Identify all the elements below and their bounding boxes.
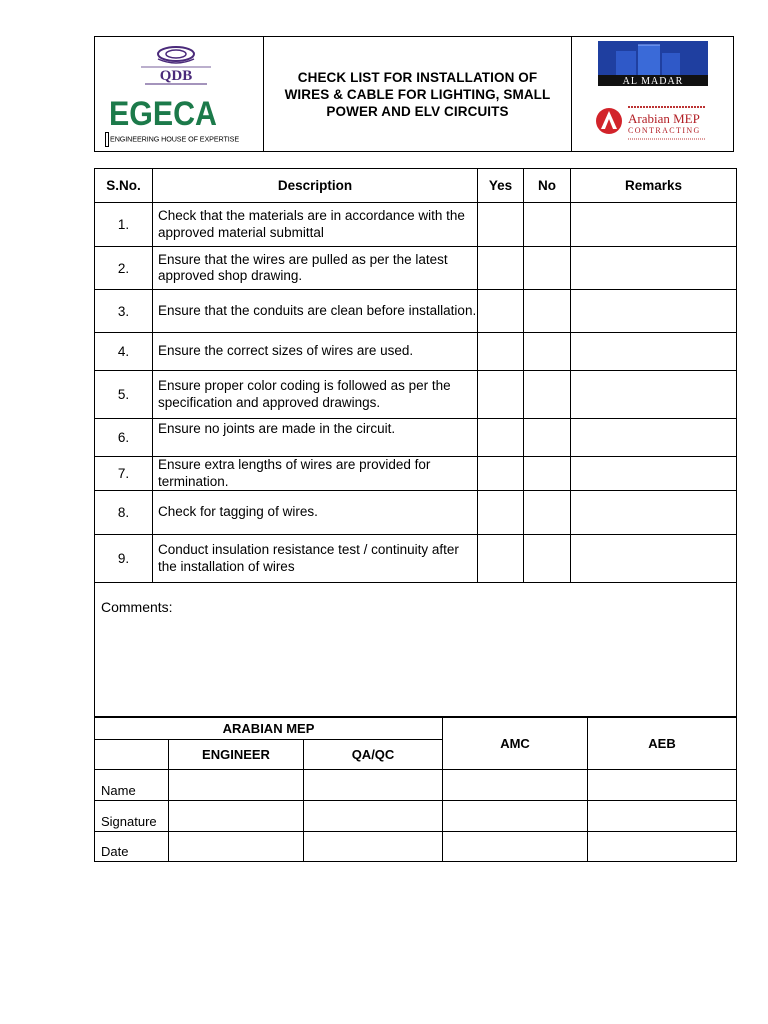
egeca-tagline: ENGINEERING HOUSE OF EXPERTISE — [105, 132, 239, 147]
engineer-signature-cell[interactable] — [169, 801, 304, 832]
row-label-signature: Signature — [95, 801, 169, 832]
yes-cell[interactable] — [478, 247, 524, 290]
blank-corner-cell — [95, 740, 169, 770]
item-number: 1. — [95, 203, 153, 247]
qaqc-signature-cell[interactable] — [304, 801, 443, 832]
item-description: Check for tagging of wires. — [153, 491, 478, 535]
remarks-cell[interactable] — [571, 457, 737, 491]
comments-box[interactable] — [95, 583, 737, 718]
qaqc-date-cell[interactable] — [304, 832, 443, 862]
amc-header: AMC — [443, 717, 588, 770]
checklist-header-row — [95, 169, 737, 203]
yes-cell[interactable] — [478, 203, 524, 247]
item-description: Ensure that the wires are pulled as per the latest approved shop drawing. — [153, 247, 478, 290]
qdb-logo — [123, 45, 229, 89]
yes-cell[interactable] — [478, 371, 524, 419]
svg-text:AL MADAR: AL MADAR — [622, 76, 684, 86]
header-logos-left — [95, 37, 264, 151]
checklist-row — [95, 290, 737, 333]
checklist-row — [95, 457, 737, 491]
checklist-row — [95, 247, 737, 290]
no-cell[interactable] — [524, 247, 571, 290]
svg-text:CONTRACTING: CONTRACTING — [628, 126, 701, 135]
signoff-row-date — [95, 832, 737, 862]
qaqc-header: QA/QC — [304, 740, 443, 770]
remarks-cell[interactable] — [571, 247, 737, 290]
remarks-cell[interactable] — [571, 290, 737, 333]
signoff-group-row — [95, 717, 737, 740]
remarks-cell[interactable] — [571, 203, 737, 247]
signoff-table — [94, 716, 737, 862]
aeb-date-cell[interactable] — [588, 832, 737, 862]
document-header — [94, 36, 734, 152]
item-description: Ensure the correct sizes of wires are used. — [153, 333, 478, 371]
no-cell[interactable] — [524, 290, 571, 333]
no-cell[interactable] — [524, 203, 571, 247]
no-cell[interactable] — [524, 371, 571, 419]
item-number: 2. — [95, 247, 153, 290]
item-number: 5. — [95, 371, 153, 419]
col-header-remarks: Remarks — [571, 169, 737, 203]
aeb-name-cell[interactable] — [588, 770, 737, 801]
remarks-cell[interactable] — [571, 333, 737, 371]
no-cell[interactable] — [524, 457, 571, 491]
checklist-table — [94, 168, 737, 718]
qaqc-name-cell[interactable] — [304, 770, 443, 801]
checklist-row — [95, 203, 737, 247]
amc-name-cell[interactable] — [443, 770, 588, 801]
al-madar-logo — [598, 41, 708, 86]
amc-signature-cell[interactable] — [443, 801, 588, 832]
arabian-mep-logo — [594, 103, 710, 143]
item-description: Ensure that the conduits are clean before installation. — [153, 290, 478, 333]
col-header-description: Description — [153, 169, 478, 203]
item-number: 6. — [95, 419, 153, 457]
remarks-cell[interactable] — [571, 491, 737, 535]
row-label-date: Date — [95, 832, 169, 862]
signoff-row-signature — [95, 801, 737, 832]
item-number: 4. — [95, 333, 153, 371]
checklist-row — [95, 419, 737, 457]
no-cell[interactable] — [524, 491, 571, 535]
no-cell[interactable] — [524, 535, 571, 583]
svg-text:QDB: QDB — [159, 68, 193, 84]
engineer-name-cell[interactable] — [169, 770, 304, 801]
egeca-logo — [109, 93, 221, 129]
item-description: Check that the materials are in accordance with the approved material submittal — [153, 203, 478, 247]
aeb-signature-cell[interactable] — [588, 801, 737, 832]
yes-cell[interactable] — [478, 535, 524, 583]
item-number: 9. — [95, 535, 153, 583]
checklist-row — [95, 491, 737, 535]
amc-date-cell[interactable] — [443, 832, 588, 862]
header-title-cell — [264, 37, 572, 151]
header-logos-right — [572, 37, 733, 151]
arabian-mep-group-header: ARABIAN MEP — [95, 717, 443, 740]
item-description: Conduct insulation resistance test / continuity after the installation of wires — [153, 535, 478, 583]
no-cell[interactable] — [524, 419, 571, 457]
yes-cell[interactable] — [478, 419, 524, 457]
col-header-yes: Yes — [478, 169, 524, 203]
item-number: 3. — [95, 290, 153, 333]
checklist-row — [95, 535, 737, 583]
svg-text:EGECA: EGECA — [109, 95, 217, 129]
comments-label: Comments: — [101, 599, 173, 615]
yes-cell[interactable] — [478, 491, 524, 535]
item-description: Ensure extra lengths of wires are provided for termination. — [153, 457, 478, 491]
engineer-header: ENGINEER — [169, 740, 304, 770]
col-header-no: No — [524, 169, 571, 203]
svg-text:Arabian MEP: Arabian MEP — [628, 111, 700, 126]
col-header-sno: S.No. — [95, 169, 153, 203]
aeb-header: AEB — [588, 717, 737, 770]
item-number: 8. — [95, 491, 153, 535]
comments-row — [95, 583, 737, 718]
yes-cell[interactable] — [478, 290, 524, 333]
document-title: CHECK LIST FOR INSTALLATION OF WIRES & CABLE FOR LIGHTING, SMALL POWER AND ELV CIRCUITS — [284, 69, 551, 119]
item-description: Ensure proper color coding is followed as per the specification and approved drawings. — [153, 371, 478, 419]
engineer-date-cell[interactable] — [169, 832, 304, 862]
signoff-row-name — [95, 770, 737, 801]
remarks-cell[interactable] — [571, 419, 737, 457]
item-description: Ensure no joints are made in the circuit. — [153, 419, 478, 457]
yes-cell[interactable] — [478, 457, 524, 491]
remarks-cell[interactable] — [571, 535, 737, 583]
checklist-row — [95, 333, 737, 371]
yes-cell[interactable] — [478, 333, 524, 371]
item-number: 7. — [95, 457, 153, 491]
row-label-name: Name — [95, 770, 169, 801]
no-cell[interactable] — [524, 333, 571, 371]
remarks-cell[interactable] — [571, 371, 737, 419]
checklist-row — [95, 371, 737, 419]
